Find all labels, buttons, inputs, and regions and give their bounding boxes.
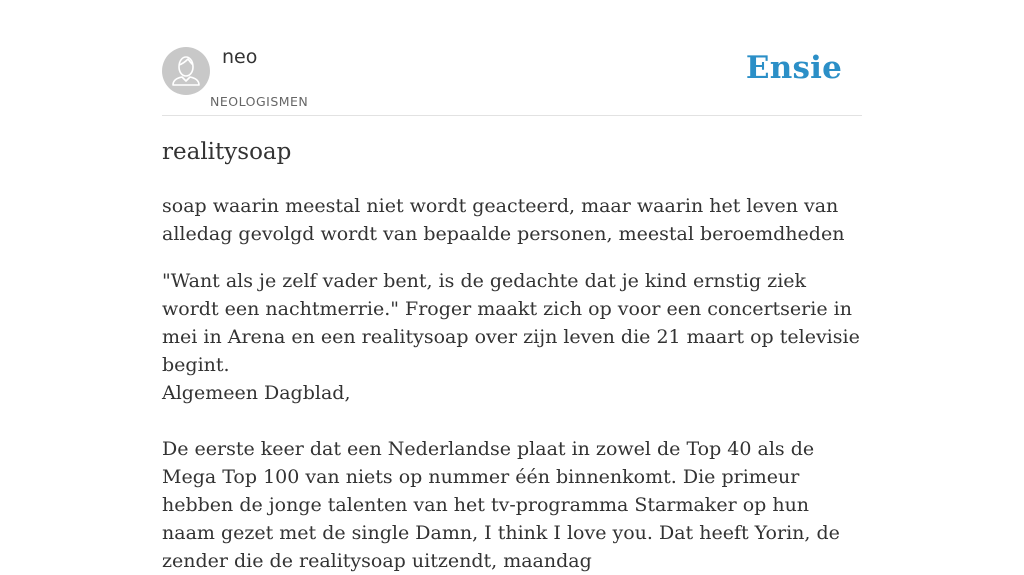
- entry-definition: soap waarin meestal niet wordt geacteerd, maar waarin het leven van alledag gevolgd wordt van bepaalde personen, meestal beroemdheden: [162, 195, 845, 245]
- example-quote: "Want als je zelf vader bent, is de gedachte dat je kind ernstig ziek wordt een nachtmerrie." Froger maakt zich op voor een concertserie in mei in Arena en een realitysoap over zijn leven die 21 maart op televisie begint.: [162, 270, 860, 376]
- example-second: De eerste keer dat een Nederlandse plaat in zowel de Top 40 als de Mega Top 100 van niets op nummer één binnenkomt. Die primeur hebben de jonge talenten van het tv-programma Starmaker op hun naam gezet met de single Damn, I think I love you. Dat heeft Yorin, de zender die de realitysoap uitzendt, maandag: [162, 438, 840, 572]
- category-link[interactable]: NEOLOGISMEN: [210, 94, 309, 109]
- example-source: Algemeen Dagblad,: [162, 382, 351, 404]
- entry-header: [162, 0, 862, 116]
- brand-logo[interactable]: Ensie: [745, 50, 842, 86]
- entry-card: [162, 0, 862, 572]
- entry-title: realitysoap: [162, 139, 292, 165]
- avatar[interactable]: [162, 47, 210, 95]
- entry-examples: [162, 267, 862, 575]
- user-silhouette-icon: [162, 47, 210, 95]
- author-link[interactable]: neo: [222, 46, 258, 68]
- example-spacer: [162, 407, 862, 435]
